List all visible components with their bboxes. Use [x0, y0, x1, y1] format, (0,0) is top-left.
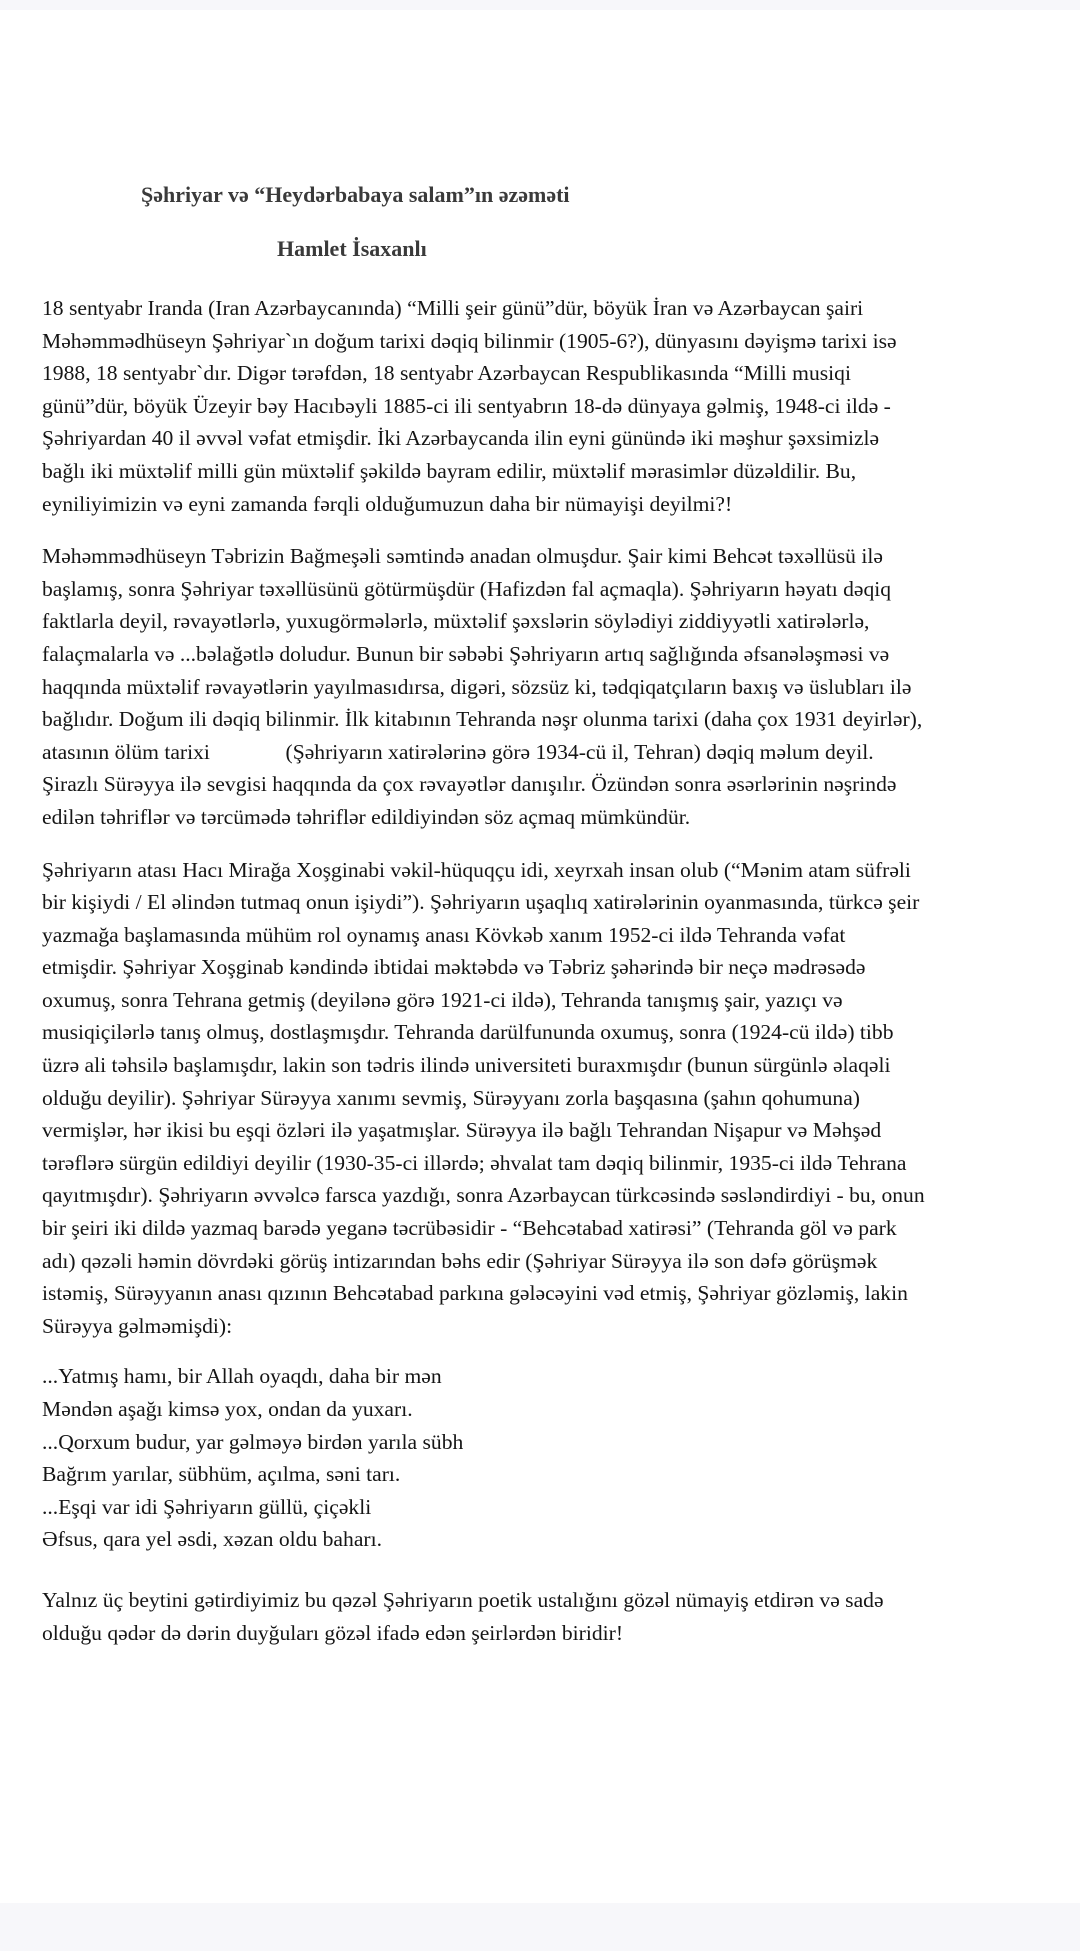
text-line: qayıtmışdır). Şəhriyarın əvvəlcə farsca yazdığı, sonra Azərbaycan türkcəsində səsləndirdiyi - bu, onun [42, 1183, 925, 1208]
paragraph-3 [42, 854, 1052, 1343]
text-line: falaçmalarla və ...bəlağətlə doludur. Bunun bir səbəbi Şəhriyarın artıq sağlığında əfsanələşməsi və [42, 641, 890, 666]
text-line: istəmiş, Sürəyyanın anası qızının Behcətabad parkına gələcəyini vəd etmiş, Şəhriyar gözləmiş, lakin [42, 1281, 908, 1306]
text-line: tərəflərə sürgün edildiyi deyilir (1930-35-ci illərdə; əhvalat tam dəqiq bilinmir, 1935-ci ildə Tehrana [42, 1150, 907, 1175]
text-line: Yalnız üç beytini gətirdiyimiz bu qəzəl Şəhriyarın poetik ustalığını gözəl nümayiş etdirən və sadə [42, 1587, 884, 1612]
text-line: olduğu qədər də dərin duyğuları gözəl ifadə edən şeirlərdən biridir! [42, 1620, 624, 1645]
document-body [42, 292, 1052, 1649]
text-line: vermişlər, hər ikisi bu eşqi özləri ilə yaşatmışlar. Sürəyya ilə bağlı Tehrandan Nişapur və Məhşəd [42, 1118, 882, 1143]
text-line: Məhəmmədhüseyn Təbrizin Bağmeşəli səmtində anadan olmuşdur. Şair kimi Behcət təxəllüsü ilə [42, 544, 883, 569]
text-line: Sürəyya gəlməmişdi): [42, 1313, 233, 1338]
poem-line: Bağrım yarılar, sübhüm, açılma, səni tarı. [42, 1462, 401, 1487]
document-title: Şəhriyar və “Heydərbabaya salam”ın əzəməti [141, 182, 570, 207]
text-line: Şəhriyarın atası Hacı Mirağa Xoşginabi vəkil-hüquqçu idi, xeyrxah insan olub (“Mənim atam süfrəli [42, 857, 911, 882]
text-line: musiqiçilərlə tanış olmuş, dostlaşmışdır. Tehranda darülfununda oxumuş, sonra (1924-cü ildə) tibb [42, 1020, 894, 1045]
text-line: günü”dür, böyük Üzeyir bəy Hacıbəyli 1885-ci ili sentyabrın 18-də dünyaya gəlmiş, 1948-ci ildə - [42, 393, 891, 418]
text-line: bir kişiydi / El əlindən tutmaq onun işiydi”). Şəhriyarın uşaqlıq xatirələrinin oyanmasında, türkcə şeir [42, 890, 920, 915]
text-line: Şəhriyardan 40 il əvvəl vəfat etmişdir. İki Azərbaycanda ilin eyni günündə iki məşhur şəxsimizlə [42, 426, 880, 451]
paragraph-1 [42, 292, 1052, 520]
text-line: Məhəmmədhüseyn Şəhriyar`ın doğum tarixi dəqiq bilinmir (1905-6?), dünyasını dəyişmə tarixi isə [42, 328, 897, 353]
text-line: haqqında müxtəlif rəvayətlərin yayılmasıdırsa, digəri, sözsüz ki, tədqiqatçıların baxış və üslubları ilə [42, 674, 912, 699]
poem-excerpt [42, 1360, 1052, 1556]
text-line: üzrə ali təhsilə başlamışdır, lakin son tədris ilində universiteti buraxmışdır (bunun sürgünlə əlaqəli [42, 1053, 891, 1078]
closing-paragraph [42, 1584, 1052, 1649]
text-line: etmişdir. Şəhriyar Xoşginab kəndində ibtidai məktəbdə və Təbriz şəhərində bir neçə mədrəsədə [42, 955, 866, 980]
poem-line: ...Qorxum budur, yar gəlməyə birdən yarıla sübh [42, 1429, 464, 1454]
document-author: Hamlet İsaxanlı [277, 236, 427, 261]
poem-line: Məndən aşağı kimsə yox, ondan da yuxarı. [42, 1397, 413, 1421]
text-line: yazmağa başlamasında mühüm rol oynamış anası Kövkəb xanım 1952-ci ildə Tehranda vəfat [42, 922, 846, 947]
paragraph-2 [42, 540, 1052, 833]
poem-line: ...Eşqi var idi Şəhriyarın güllü, çiçəkli [42, 1494, 372, 1519]
text-line: oxumuş, sonra Tehrana getmiş (deyilənə görə 1921-ci ildə), Tehranda tanışmış şair, yazıçı və [42, 987, 843, 1012]
text-line: bir şeiri iki dildə yazmaq barədə yeganə təcrübəsidir - “Behcətabad xatirəsi” (Tehranda göl və park [42, 1216, 897, 1241]
text-line: adı) qəzəli həmin dövrdəki görüş intizarından bəhs edir (Şəhriyar Sürəyya ilə son dəfə görüşmək [42, 1248, 878, 1273]
text-line: edilən təhriflər və tərcümədə təhriflər edildiyindən söz açmaq mümkündür. [42, 804, 691, 829]
poem-line: ...Yatmış hamı, bir Allah oyaqdı, daha bir mən [42, 1364, 442, 1389]
text-line: başlamış, sonra Şəhriyar təxəllüsünü götürmüşdür (Hafizdən fal açmaqla). Şəhriyarın həyatı dəqiq [42, 576, 892, 601]
text-line: faktlarla deyil, rəvayətlərlə, yuxugörmələrlə, müxtəlif şəxslərin söylədiyi ziddiyyətli xatirələrlə, [42, 609, 870, 634]
text-line: Şirazlı Sürəyya ilə sevgisi haqqında da çox rəvayətlər danışılır. Özündən sonra əsərlərinin nəşrində [42, 772, 897, 797]
text-line: atasının ölüm tarixi (Şəhriyarın xatirələrinə görə 1934-cü il, Tehran) dəqiq məlum deyil. [42, 739, 874, 764]
text-line: 1988, 18 sentyabr`dır. Digər tərəfdən, 18 sentyabr Azərbaycan Respublikasında “Milli musiqi [42, 361, 851, 386]
text-line: bağlıdır. Doğum ili dəqiq bilinmir. İlk kitabının Tehranda nəşr olunma tarixi (daha çox 1931 deyirlər), [42, 707, 923, 732]
document-page [0, 10, 1080, 1903]
poem-line: Əfsus, qara yel əsdi, xəzan oldu baharı. [42, 1527, 382, 1552]
text-line: 18 sentyabr Iranda (Iran Azərbaycanında) “Milli şeir günü”dür, böyük İran və Azərbaycan şairi [42, 296, 864, 320]
text-line: eyniliyimizin və eyni zamanda fərqli olduğumuzun daha bir nümayişi deyilmi?! [42, 491, 733, 516]
text-line: olduğu deyilir). Şəhriyar Sürəyya xanımı sevmiş, Sürəyyanı zorla başqasına (şahın qohumuna) [42, 1085, 860, 1110]
text-line: bağlı iki müxtəlif milli gün müxtəlif şəkildə bayram edilir, müxtəlif mərasimlər düzəldilir. Bu, [42, 458, 857, 483]
